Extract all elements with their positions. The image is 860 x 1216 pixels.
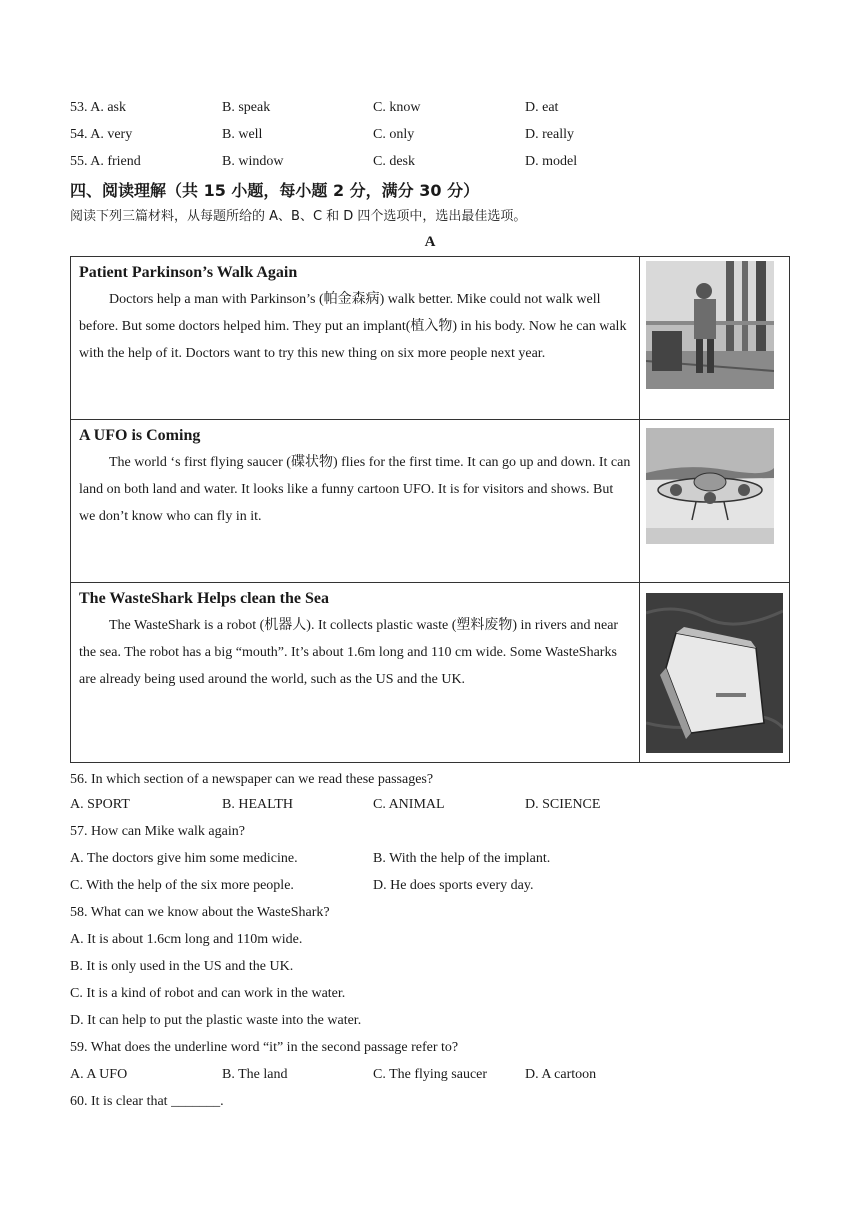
option-text: C. know: [373, 100, 421, 115]
passage-body: The WasteShark is a robot (机器人). It collects plastic waste (塑料废物) in rivers and near the sea. The robot has a big “mouth”. It’s about 1.6m long and 110 cm wide. Some WasteSharks are already being used around the world, such as the US and the UK.: [79, 618, 619, 687]
passage-image-cell: [640, 257, 789, 419]
answer-option: A. SPORT: [70, 797, 130, 812]
answer-option: D. He does sports every day.: [373, 878, 534, 893]
passage-row-wasteshark: [71, 583, 789, 762]
option-row-53: [70, 98, 690, 118]
question-56: 56. In which section of a newspaper can we read these passages?: [70, 772, 434, 787]
question-57-options-ab: [70, 849, 690, 869]
option-text: D. eat: [525, 100, 559, 115]
question-57-options-cd: [70, 876, 690, 896]
question-59-options: [70, 1065, 690, 1085]
question-56-options: [70, 795, 690, 815]
option-text: B. well: [222, 127, 263, 142]
answer-option: B. With the help of the implant.: [373, 851, 551, 866]
passage-body: Doctors help a man with Parkinson’s (帕金森病) walk better. Mike could not walk well before. But some doctors helped him. They put an implant(植入物) in his body. Now he can walk with the help of it. Doctors want to try this new thing on six more people next year.: [79, 292, 627, 361]
option-text: 53. A. ask: [70, 100, 126, 115]
passage-title: The WasteShark Helps clean the Sea: [79, 590, 329, 607]
answer-option: C. The flying saucer: [373, 1067, 488, 1082]
option-text: D. really: [525, 127, 574, 142]
passage-row-parkinsons: [71, 257, 789, 420]
answer-option: A. It is about 1.6cm long and 110m wide.: [70, 932, 303, 947]
passage-image-cell: [640, 583, 789, 762]
option-text: 55. A. friend: [70, 154, 141, 169]
answer-option: A. A UFO: [70, 1067, 128, 1082]
option-text: D. model: [525, 154, 578, 169]
passage-body: The world ‘s first flying saucer (碟状物) flies for the first time. It can go up and down. It can land on both land and water. It looks like a funny cartoon UFO. It is for visitors and shows. But we don’t know who can fly in it.: [79, 455, 631, 524]
wasteshark-photo: [646, 593, 783, 753]
answer-option: D. A cartoon: [525, 1067, 597, 1082]
passage-title: A UFO is Coming: [79, 427, 201, 444]
option-text: B. speak: [222, 100, 271, 115]
answer-option: D. It can help to put the plastic waste into the water.: [70, 1013, 362, 1028]
flying-saucer-photo: [646, 428, 774, 544]
walking-man-photo: [646, 261, 774, 389]
answer-option: A. The doctors give him some medicine.: [70, 851, 298, 866]
passage-row-ufo: [71, 420, 789, 583]
passage-title: Patient Parkinson’s Walk Again: [79, 264, 298, 281]
answer-option: D. SCIENCE: [525, 797, 601, 812]
answer-option: B. The land: [222, 1067, 288, 1082]
answer-option: C. It is a kind of robot and can work in the water.: [70, 986, 346, 1001]
passage-image-cell: [640, 420, 789, 582]
passage-table: [70, 256, 790, 763]
instruction-text: 阅读下列三篇材料，从每题所给的 A、B、C 和 D 四个选项中，选出最佳选项。: [70, 209, 527, 224]
passage-text-cell: [71, 420, 640, 582]
question-59: 59. What does the underline word “it” in the second passage refer to?: [70, 1040, 459, 1055]
option-row-54: [70, 125, 690, 145]
option-text: C. only: [373, 127, 415, 142]
passage-text-cell: [71, 257, 640, 419]
question-58: 58. What can we know about the WasteShark?: [70, 905, 330, 920]
answer-option: C. With the help of the six more people.: [70, 878, 294, 893]
option-text: B. window: [222, 154, 284, 169]
part-label: A: [424, 234, 436, 250]
answer-option: B. HEALTH: [222, 797, 294, 812]
answer-option: C. ANIMAL: [373, 797, 445, 812]
option-text: 54. A. very: [70, 127, 133, 142]
option-row-55: [70, 152, 690, 172]
section-heading: 四、阅读理解（共 15 小题，每小题 2 分，满分 30 分）: [70, 181, 480, 200]
passage-text-cell: [71, 583, 640, 762]
option-text: C. desk: [373, 154, 415, 169]
question-60: 60. It is clear that _______.: [70, 1094, 224, 1109]
question-57: 57. How can Mike walk again?: [70, 824, 245, 839]
answer-option: B. It is only used in the US and the UK.: [70, 959, 294, 974]
